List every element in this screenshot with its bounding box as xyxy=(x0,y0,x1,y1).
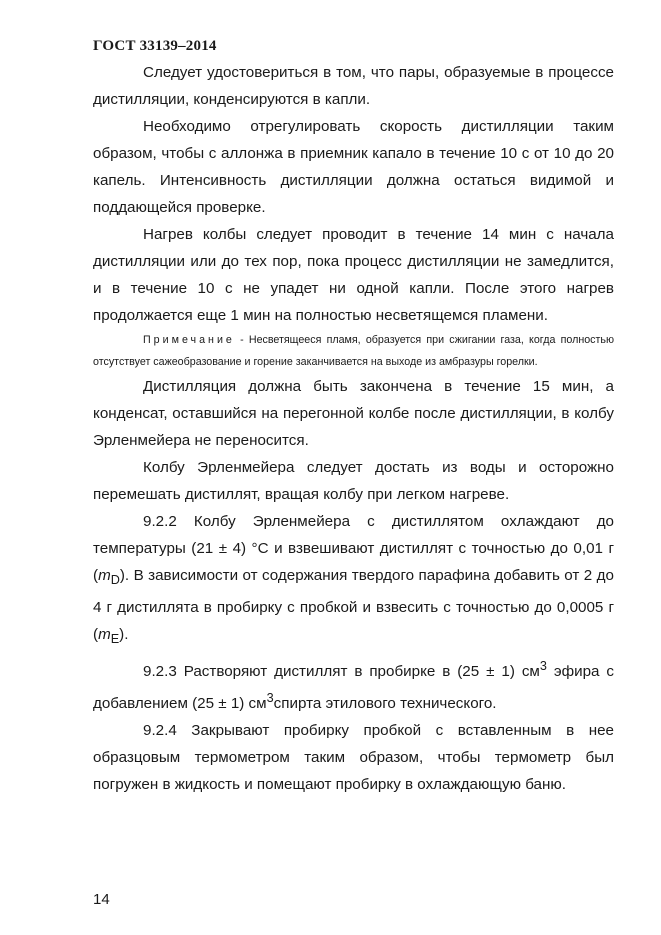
paragraph-9-2-3 xyxy=(93,653,614,717)
clause-9-2-3-text-continued: эфира с добавлением (25 ± 1) см xyxy=(93,663,614,713)
paragraph-erlenmeyer-mixing: Колбу Эрленмейера следует достать из воды и осторожно перемешать дистиллят, вращая колбу при легком нагреве. xyxy=(93,459,614,503)
note-text: - Несветящееся пламя, образуется при сжигании газа, когда полностью отсутствует сажеобразование и горение заканчивается на выходе из амбразуры горелки. xyxy=(93,334,614,368)
paragraph-heating-duration: Нагрев колбы следует проводит в течение 14 мин с начала дистилляции или до тех пор, пока процесс дистилляции не замедлится, и в течение 10 с не упадет ни одной капли. После этого нагрев продолжается еще 1 мин на полностью несветящемся пламени. xyxy=(93,226,614,324)
mass-symbol-me xyxy=(98,626,120,647)
mass-variable: m xyxy=(98,567,111,584)
clause-9-2-2-text-end: ). xyxy=(119,626,129,644)
paragraph-9-2-2 xyxy=(93,508,614,653)
page-number: 14 xyxy=(93,891,110,908)
unit-superscript: 3 xyxy=(266,691,274,706)
paragraph-9-2-4: 9.2.4 Закрывают пробирку пробкой с вставленным в нее образцовым термометром таким образом, чтобы термометр был погружен в жидкость и помещают пробирку в охлаждающую баню. xyxy=(93,722,614,794)
clause-9-2-3-text-end: спирта этилового технического. xyxy=(273,695,497,713)
unit-superscript: 3 xyxy=(539,659,547,674)
paragraph-distillation-completion: Дистилляция должна быть закончена в течение 15 мин, а конденсат, оставшийся на перегонной колбе после дистилляции, в колбу Эрленмейера не переносится. xyxy=(93,378,614,449)
paragraph-distillation-rate: Необходимо отрегулировать скорость дистилляции таким образом, чтобы с аллонжа в приемник капало в течение 10 с от 10 до 20 капель. Интенсивность дистилляции должна остаться видимой и поддающейся проверке. xyxy=(93,118,614,216)
mass-subscript: D xyxy=(110,573,120,588)
clause-9-2-3-text: 9.2.3 Растворяют дистиллят в пробирке в (25 ± 1) см xyxy=(143,663,540,681)
mass-symbol-md xyxy=(98,567,120,588)
paragraph-vapor-condensation: Следует удостовериться в том, что пары, образуемые в процессе дистилляции, конденсируются в капли. xyxy=(93,64,614,108)
clause-9-2-2-text-continued: ). В зависимости от содержания твердого парафина добавить от 2 до 4 г дистиллята в пробирку с пробкой и взвесить с точностью до 0,0005 г ( xyxy=(93,567,614,644)
clause-9-2-2-text: 9.2.2 Колбу Эрленмейера с дистиллятом охлаждают до температуры (21 ± 4) °С и взвешивают дистиллят с точностью до 0,01 г ( xyxy=(93,513,614,584)
note-label: Примечание xyxy=(143,334,235,346)
note-nonluminous-flame xyxy=(93,329,614,373)
mass-variable: m xyxy=(98,626,111,644)
document-body xyxy=(93,59,614,798)
document-header: ГОСТ 33139–2014 xyxy=(93,38,217,54)
mass-subscript: E xyxy=(110,632,120,647)
